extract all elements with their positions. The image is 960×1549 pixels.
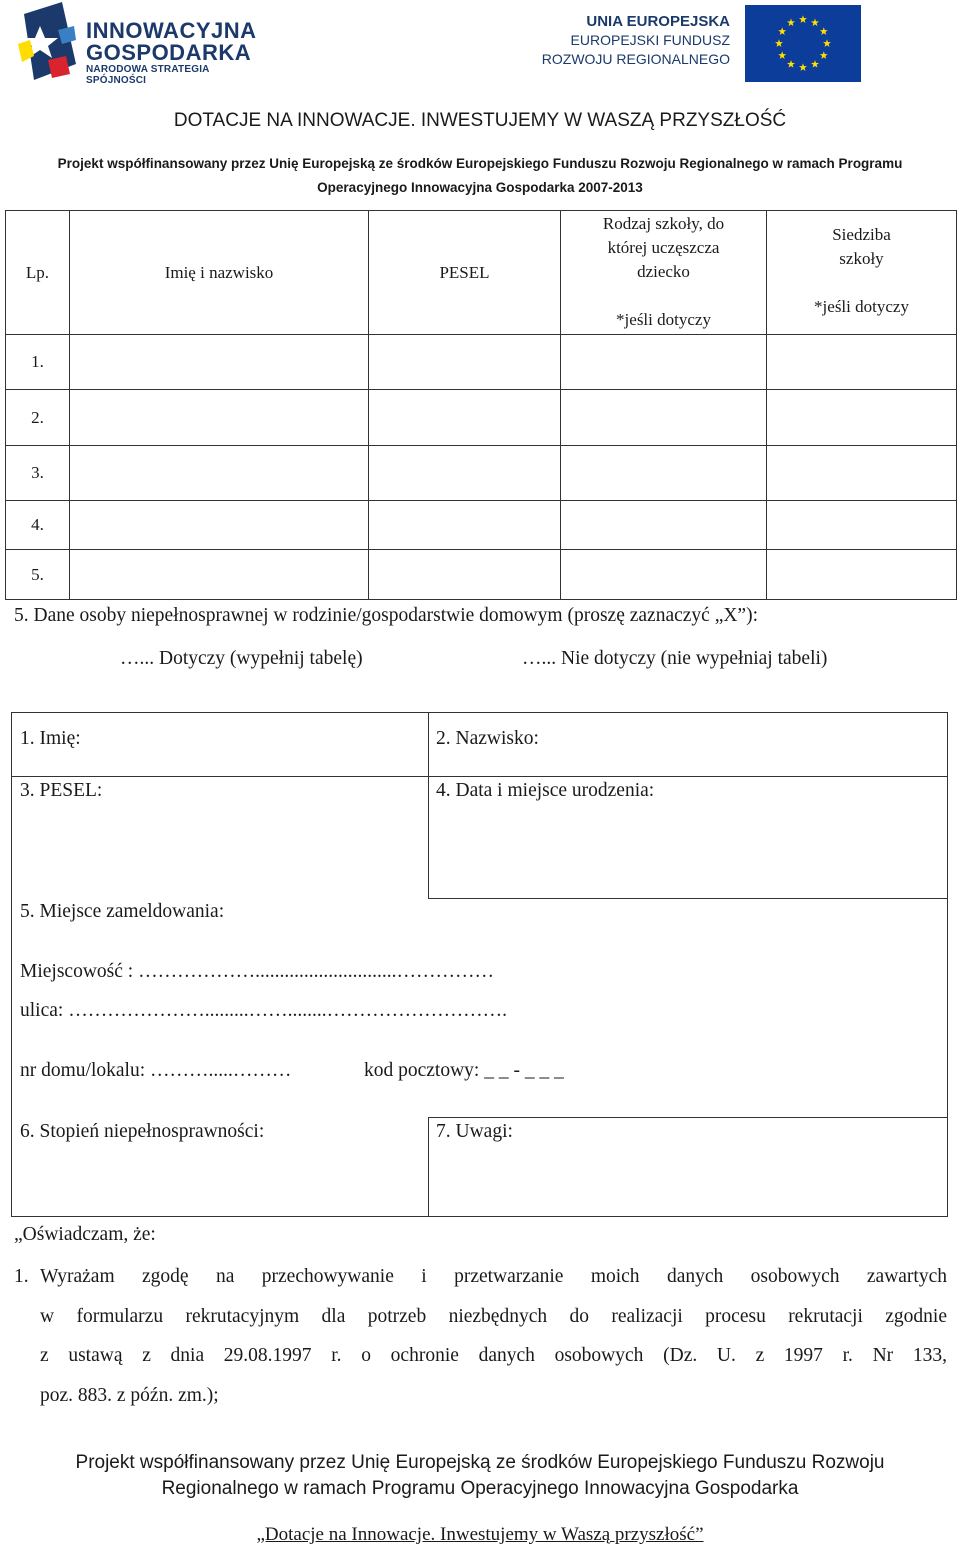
footer-line-1: Projekt współfinansowany przez Unię Europejską ze środków Europejskiego Funduszu Rozwoju <box>75 1452 885 1473</box>
pesel-cell[interactable] <box>369 446 561 501</box>
pesel-cell[interactable] <box>369 550 561 600</box>
name-cell[interactable] <box>70 335 369 390</box>
declaration-line-2: w formularzu rekrutacyjnym dla potrzeb niezbędnych do realizacji procesu rekrutacji zgodnie <box>40 1306 947 1327</box>
school-type-line-2: której uczęszcza <box>607 238 720 257</box>
house-number-field[interactable]: nr domu/lokalu: ……….....……… <box>20 1060 292 1081</box>
school-seat-line-2: szkoły <box>839 249 884 268</box>
declaration-item-number: 1. <box>14 1266 29 1287</box>
declaration-line-1: Wyrażam zgodę na przechowywanie i przetwarzanie moich danych osobowych zawartych <box>40 1266 947 1287</box>
name-cell[interactable] <box>70 446 369 501</box>
first-name-field[interactable]: 1. Imię: <box>20 728 81 749</box>
row-number: 5. <box>6 550 70 600</box>
street-field[interactable]: ulica: ………………….........……........………………………. <box>20 1000 507 1021</box>
residence-label: 5. Miejsce zameldowania: <box>20 901 225 922</box>
school-type-cell[interactable] <box>561 335 767 390</box>
name-cell[interactable] <box>70 501 369 550</box>
option-not-applies[interactable]: …... Nie dotyczy (nie wypełniaj tabeli) <box>522 648 828 669</box>
remarks-field[interactable]: 7. Uwagi: <box>436 1121 513 1142</box>
footer-slogan: „Dotacje na Innowacje. Inwestujemy w Waszą przyszłość” <box>256 1524 704 1545</box>
school-type-note: *jeśli dotyczy <box>616 310 711 329</box>
school-seat-cell[interactable] <box>767 501 957 550</box>
table-header-row <box>6 211 957 335</box>
eu-line-unia: UNIA EUROPEJSKA <box>586 13 730 30</box>
logo-line-strategia: NARODOWA STRATEGIA SPÓJNOŚCI <box>86 64 210 86</box>
subheader-line-1: Projekt współfinansowany przez Unię Europejską ze środków Europejskiego Funduszu Rozwoju Regionalnego w ramach Programu <box>57 156 903 171</box>
school-seat-note: *jeśli dotyczy <box>814 297 909 316</box>
school-type-cell[interactable] <box>561 446 767 501</box>
disabled-person-form <box>11 712 948 1217</box>
school-type-line-3: dziecko <box>637 262 690 281</box>
option-applies[interactable]: …... Dotyczy (wypełnij tabelę) <box>120 648 363 669</box>
school-seat-cell[interactable] <box>767 550 957 600</box>
star-icon <box>14 0 84 84</box>
eu-line-fundusz: EUROPEJSKI FUNDUSZ <box>570 32 730 48</box>
declaration-title: „Oświadczam, że: <box>14 1224 156 1245</box>
row-number: 1. <box>6 335 70 390</box>
school-type-cell[interactable] <box>561 501 767 550</box>
header-pesel: PESEL <box>369 211 561 335</box>
school-seat-line-1: Siedziba <box>832 225 891 244</box>
row-number: 4. <box>6 501 70 550</box>
table-row <box>6 390 957 446</box>
divider <box>12 776 948 777</box>
table-row <box>6 446 957 501</box>
eu-flag-icon <box>745 5 861 82</box>
row-number: 3. <box>6 446 70 501</box>
project-cofinanced-header <box>0 152 960 200</box>
logo-line-gospodarka: GOSPODARKA <box>86 40 252 65</box>
section5-title: 5. Dane osoby niepełnosprawnej w rodzinie/gospodarstwie domowym (proszę zaznaczyć „X”): <box>14 605 758 626</box>
header-slogan: DOTACJE NA INNOWACJE. INWESTUJEMY W WASZĄ PRZYSZŁOŚĆ <box>173 110 787 131</box>
declaration-line-4: poz. 883. z późn. zm.); <box>40 1385 219 1406</box>
logo-line-innowacyjna: INNOWACYJNA <box>86 18 257 43</box>
pesel-field[interactable]: 3. PESEL: <box>20 780 103 801</box>
town-field[interactable]: Miejscowość : ……………….............................…………… <box>20 961 494 982</box>
table-row <box>6 501 957 550</box>
footer-line-2: Regionalnego w ramach Programu Operacyjnego Innowacyjna Gospodarka <box>161 1478 799 1499</box>
eu-fund-text <box>530 12 730 69</box>
table-row <box>6 335 957 390</box>
birth-date-place-field[interactable]: 4. Data i miejsce urodzenia: <box>436 780 655 801</box>
table-row <box>6 550 957 600</box>
disability-degree-field[interactable]: 6. Stopień niepełnosprawności: <box>20 1121 265 1142</box>
header-school-type <box>561 211 767 335</box>
header-school-seat <box>767 211 957 335</box>
name-cell[interactable] <box>70 390 369 446</box>
divider <box>428 1117 948 1118</box>
postal-code-field[interactable]: kod pocztowy: _ _ - _ _ _ <box>364 1060 564 1081</box>
footer-cofinanced-text <box>0 1450 960 1502</box>
name-cell[interactable] <box>70 550 369 600</box>
divider <box>428 898 948 899</box>
declaration-line-3: z ustawą z dnia 29.08.1997 r. o ochronie danych osobowych (Dz. U. z 1997 r. Nr 133, <box>40 1345 947 1366</box>
header-name: Imię i nazwisko <box>70 211 369 335</box>
school-type-cell[interactable] <box>561 550 767 600</box>
pesel-cell[interactable] <box>369 390 561 446</box>
subheader-line-2: Operacyjnego Innowacyjna Gospodarka 2007-2013 <box>317 180 643 195</box>
row-number: 2. <box>6 390 70 446</box>
divider <box>428 713 429 898</box>
school-type-cell[interactable] <box>561 390 767 446</box>
children-table <box>5 210 957 600</box>
header-lp: Lp. <box>6 211 70 335</box>
innowacyjna-gospodarka-logo <box>14 0 264 84</box>
pesel-cell[interactable] <box>369 335 561 390</box>
school-seat-cell[interactable] <box>767 390 957 446</box>
school-seat-cell[interactable] <box>767 335 957 390</box>
school-type-line-1: Rodzaj szkoły, do <box>602 214 725 233</box>
divider <box>428 1117 429 1217</box>
last-name-field[interactable]: 2. Nazwisko: <box>436 728 539 749</box>
eu-line-rozwoj: ROZWOJU REGIONALNEGO <box>541 51 730 67</box>
school-seat-cell[interactable] <box>767 446 957 501</box>
pesel-cell[interactable] <box>369 501 561 550</box>
